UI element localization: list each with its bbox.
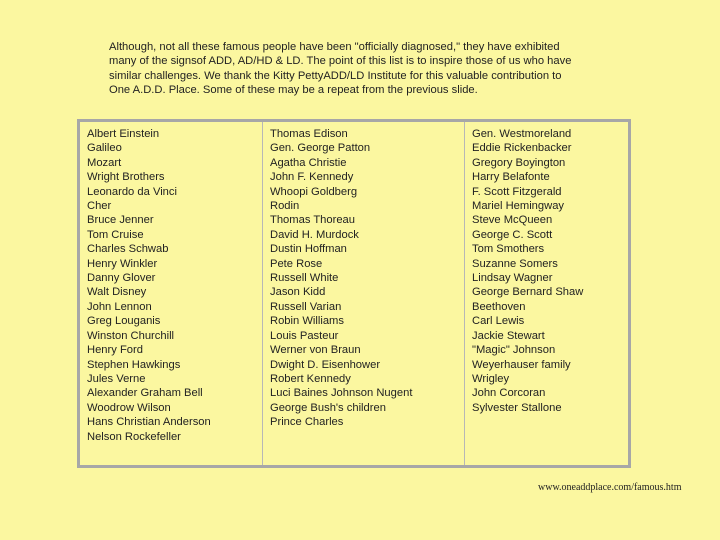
person-name: Wrigley bbox=[472, 372, 510, 385]
person-name: Thomas Edison bbox=[270, 128, 348, 140]
person-name: George Bernard Shaw bbox=[472, 286, 584, 299]
person-name: Cher bbox=[87, 200, 112, 213]
person-name: Prince Charles bbox=[270, 416, 344, 429]
person-name: Leonardo da Vinci bbox=[87, 185, 177, 198]
person-name: Steve McQueen bbox=[472, 214, 553, 227]
person-name: Carl Lewis bbox=[472, 315, 525, 328]
person-name: David H. Murdock bbox=[270, 228, 359, 241]
person-name: George C. Scott bbox=[472, 228, 553, 241]
person-name: Henry Ford bbox=[87, 344, 143, 357]
person-name: Suzanne Somers bbox=[472, 257, 558, 270]
person-name: Woodrow Wilson bbox=[87, 401, 171, 414]
person-name: Gen. Westmoreland bbox=[472, 128, 572, 140]
person-name: Jackie Stewart bbox=[472, 329, 545, 342]
person-name: Stephen Hawkings bbox=[87, 358, 181, 371]
person-name: Albert Einstein bbox=[87, 128, 160, 140]
person-name: Galileo bbox=[87, 142, 122, 155]
person-name: Jason Kidd bbox=[270, 286, 326, 299]
person-name: Rodin bbox=[270, 200, 300, 213]
person-name: Jules Verne bbox=[87, 372, 146, 385]
person-name: John Corcoran bbox=[472, 387, 546, 400]
person-name: Henry Winkler bbox=[87, 257, 158, 270]
person-name: Beethoven bbox=[472, 300, 526, 313]
person-name: Pete Rose bbox=[270, 257, 323, 270]
person-name: Sylvester Stallone bbox=[472, 401, 562, 414]
person-name: Russell Varian bbox=[270, 300, 342, 313]
person-name: Tom Cruise bbox=[87, 228, 144, 241]
person-name: John F. Kennedy bbox=[270, 171, 354, 184]
person-name: George Bush's children bbox=[270, 401, 386, 414]
person-name: F. Scott Fitzgerald bbox=[472, 185, 562, 198]
person-name: Gregory Boyington bbox=[472, 156, 566, 169]
person-name: Nelson Rockefeller bbox=[87, 430, 181, 443]
person-name: Werner von Braun bbox=[270, 344, 361, 357]
person-name: Eddie Rickenbacker bbox=[472, 142, 572, 155]
names-column-2 bbox=[262, 122, 464, 465]
person-name: Danny Glover bbox=[87, 272, 156, 285]
person-name: Dwight D. Eisenhower bbox=[270, 358, 381, 371]
person-name: Greg Louganis bbox=[87, 315, 161, 328]
person-name: Walt Disney bbox=[87, 286, 147, 299]
intro-paragraph: Although, not all these famous people have been "officially diagnosed," they have exhibited many of the signsof ADD, AD/HD & LD. The point of this list is to inspire those of us who have similar challenges. We thank the Kitty PettyADD/LD Institute for this valuable contribution to One A.D.D. Place. Some of these may be a repeat from the previous slide. bbox=[109, 41, 572, 97]
person-name: Mariel Hemingway bbox=[472, 200, 565, 213]
person-name: Robert Kennedy bbox=[270, 372, 351, 385]
person-name: Alexander Graham Bell bbox=[87, 387, 203, 400]
person-name: Wright Brothers bbox=[87, 171, 165, 184]
names-column-1 bbox=[80, 122, 262, 465]
person-name: Bruce Jenner bbox=[87, 214, 154, 227]
person-name: Luci Baines Johnson Nugent bbox=[270, 387, 413, 400]
person-name: Louis Pasteur bbox=[270, 329, 339, 342]
person-name: Hans Christian Anderson bbox=[87, 416, 211, 429]
person-name: Weyerhauser family bbox=[472, 358, 571, 371]
person-name: Gen. George Patton bbox=[270, 142, 371, 155]
person-name: Russell White bbox=[270, 272, 339, 285]
person-name: Mozart bbox=[87, 156, 122, 169]
source-url: www.oneaddplace.com/famous.htm bbox=[538, 482, 682, 493]
person-name: "Magic" Johnson bbox=[472, 344, 556, 357]
person-name: Charles Schwab bbox=[87, 243, 169, 256]
person-name: Dustin Hoffman bbox=[270, 243, 347, 256]
names-column-3 bbox=[464, 122, 628, 465]
person-name: Tom Smothers bbox=[472, 243, 545, 256]
person-name: Harry Belafonte bbox=[472, 171, 550, 184]
person-name: Thomas Thoreau bbox=[270, 214, 355, 227]
person-name: Robin Williams bbox=[270, 315, 344, 328]
person-name: Agatha Christie bbox=[270, 156, 347, 169]
person-name: John Lennon bbox=[87, 300, 152, 313]
person-name: Winston Churchill bbox=[87, 329, 175, 342]
person-name: Whoopi Goldberg bbox=[270, 185, 358, 198]
person-name: Lindsay Wagner bbox=[472, 272, 553, 285]
famous-people-table bbox=[77, 119, 631, 468]
